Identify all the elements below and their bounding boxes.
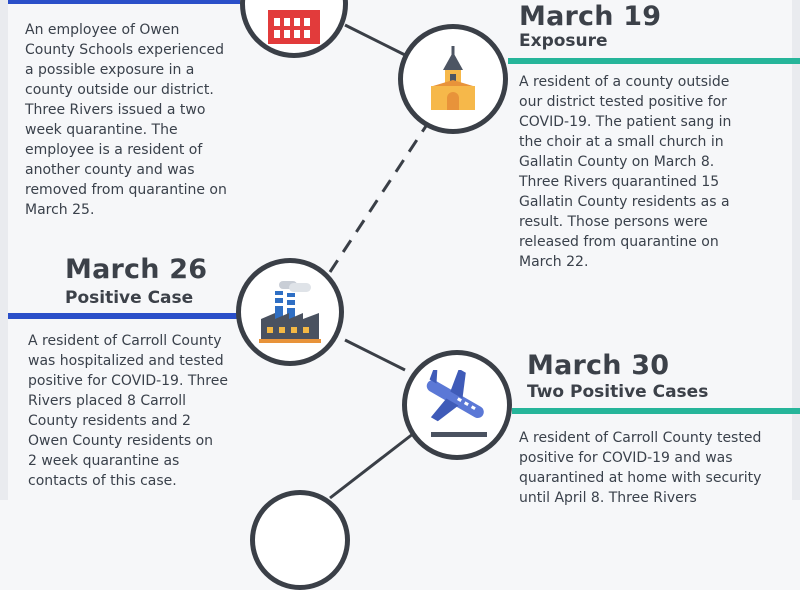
- entry-2-bar: [508, 58, 800, 64]
- connector-line: [345, 25, 405, 55]
- entry-5-icon-circle: [250, 490, 350, 590]
- entry-1-body: An employee of Owen County Schools experienced a possible exposure in a county outside our district. Three Rivers issued a two week quarantine. The employee is a resident of another county and was removed from quarantine on March 25.: [25, 22, 227, 218]
- entry-3-date: March 26: [65, 254, 208, 285]
- entry-3-bar: [8, 313, 240, 319]
- entry-2-icon-circle: [398, 24, 508, 134]
- entry-2-body: A resident of a county outside our district tested positive for COVID-19. The patient sang in the choir at a small church in Gallatin County on March 8. Three Rivers quarantined 15 Gallatin County residents as a result. Those persons were released from quarantine on March 22.: [519, 74, 732, 270]
- entry-3-icon-circle: [236, 258, 344, 366]
- entry-2-subtitle: Exposure: [519, 31, 608, 51]
- entry-3-subtitle: Positive Case: [65, 288, 194, 308]
- entry-4-icon-circle: [402, 350, 512, 460]
- entry-4-subtitle: Two Positive Cases: [527, 382, 709, 402]
- connector-line: [330, 120, 430, 272]
- entry-2-date: March 19: [519, 1, 662, 32]
- airplane-icon: [417, 370, 497, 440]
- church-icon: [425, 46, 481, 112]
- entry-1-bar: [8, 0, 240, 4]
- connector-line: [345, 340, 405, 370]
- entry-4-date: March 30: [527, 350, 670, 381]
- connector-line: [330, 430, 418, 498]
- building-icon: [266, 6, 322, 46]
- entry-4-bar: [512, 408, 800, 414]
- entry-3-body: A resident of Carroll County was hospitalized and tested positive for COVID-19. Three Rivers placed 8 Carroll County residents and 2 Owen County residents on 2 week quarantine as contacts of this case.: [28, 333, 228, 489]
- entry-4-body: A resident of Carroll County tested positive for COVID-19 and was quarantined at home with security until April 8. Three Rivers: [519, 430, 762, 506]
- factory-icon: [257, 281, 323, 343]
